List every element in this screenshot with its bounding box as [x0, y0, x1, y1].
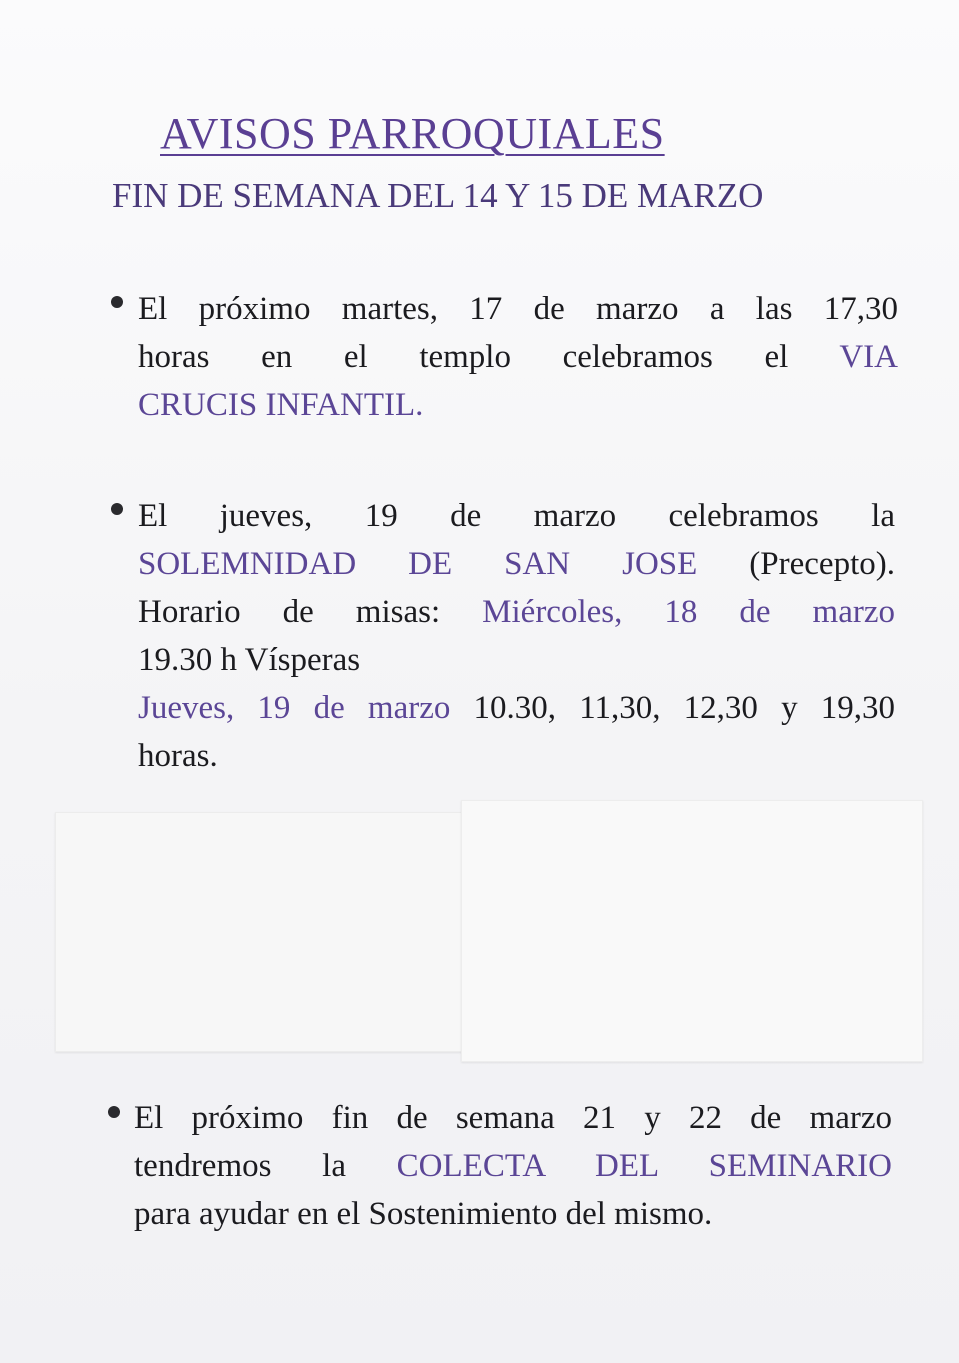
- notice-highlight: SOLEMNIDAD DE SAN JOSE: [138, 546, 698, 582]
- notice-line: CRUCIS INFANTIL.: [138, 387, 424, 423]
- covered-notice-area: [55, 800, 923, 1065]
- notice-highlight: VIA: [839, 339, 898, 375]
- notice-text: Horario de misas:: [138, 594, 483, 630]
- notice-text: tendremos la: [134, 1148, 397, 1184]
- notice-line: para ayudar en el Sostenimiento del mismo.: [134, 1196, 713, 1232]
- notice-highlight: Jueves, 19 de marzo: [138, 690, 451, 726]
- page-title: AVISOS PARROQUIALES: [160, 109, 665, 158]
- notice-text: 10.30, 11,30, 12,30 y 19,30: [450, 690, 896, 726]
- notice-line: [134, 1142, 892, 1190]
- notice-line: [138, 588, 895, 636]
- notice-line: [138, 684, 895, 732]
- bullet-icon: [111, 503, 123, 515]
- notice-san-jose: [138, 492, 895, 780]
- notice-line: [138, 285, 898, 333]
- notice-line: [138, 492, 895, 540]
- notice-text: El próximo fin de semana 21 y 22 de marzo: [134, 1100, 892, 1136]
- notice-colecta-seminario: [134, 1094, 892, 1238]
- notice-highlight: Miércoles, 18 de marzo: [482, 594, 895, 630]
- notice-text: El próximo martes, 17 de marzo a las 17,30: [138, 291, 898, 327]
- paper-patch: [55, 812, 512, 1052]
- paper-patch: [461, 800, 923, 1062]
- notice-highlight: COLECTA DEL SEMINARIO: [396, 1148, 892, 1184]
- notice-text: El jueves, 19 de marzo celebramos la: [138, 498, 895, 534]
- bullet-icon: [111, 296, 123, 308]
- page-subtitle: FIN DE SEMANA DEL 14 Y 15 DE MARZO: [112, 176, 764, 215]
- bullet-icon: [108, 1106, 120, 1118]
- notice-line: [138, 540, 895, 588]
- notice-line: horas.: [138, 738, 218, 774]
- notice-via-crucis: [138, 285, 898, 429]
- notice-line: [134, 1094, 892, 1142]
- notice-line: [138, 333, 898, 381]
- notice-line: 19.30 h Vísperas: [138, 642, 361, 678]
- notice-text: horas en el templo celebramos el: [138, 339, 840, 375]
- notice-text: (Precepto).: [697, 546, 895, 582]
